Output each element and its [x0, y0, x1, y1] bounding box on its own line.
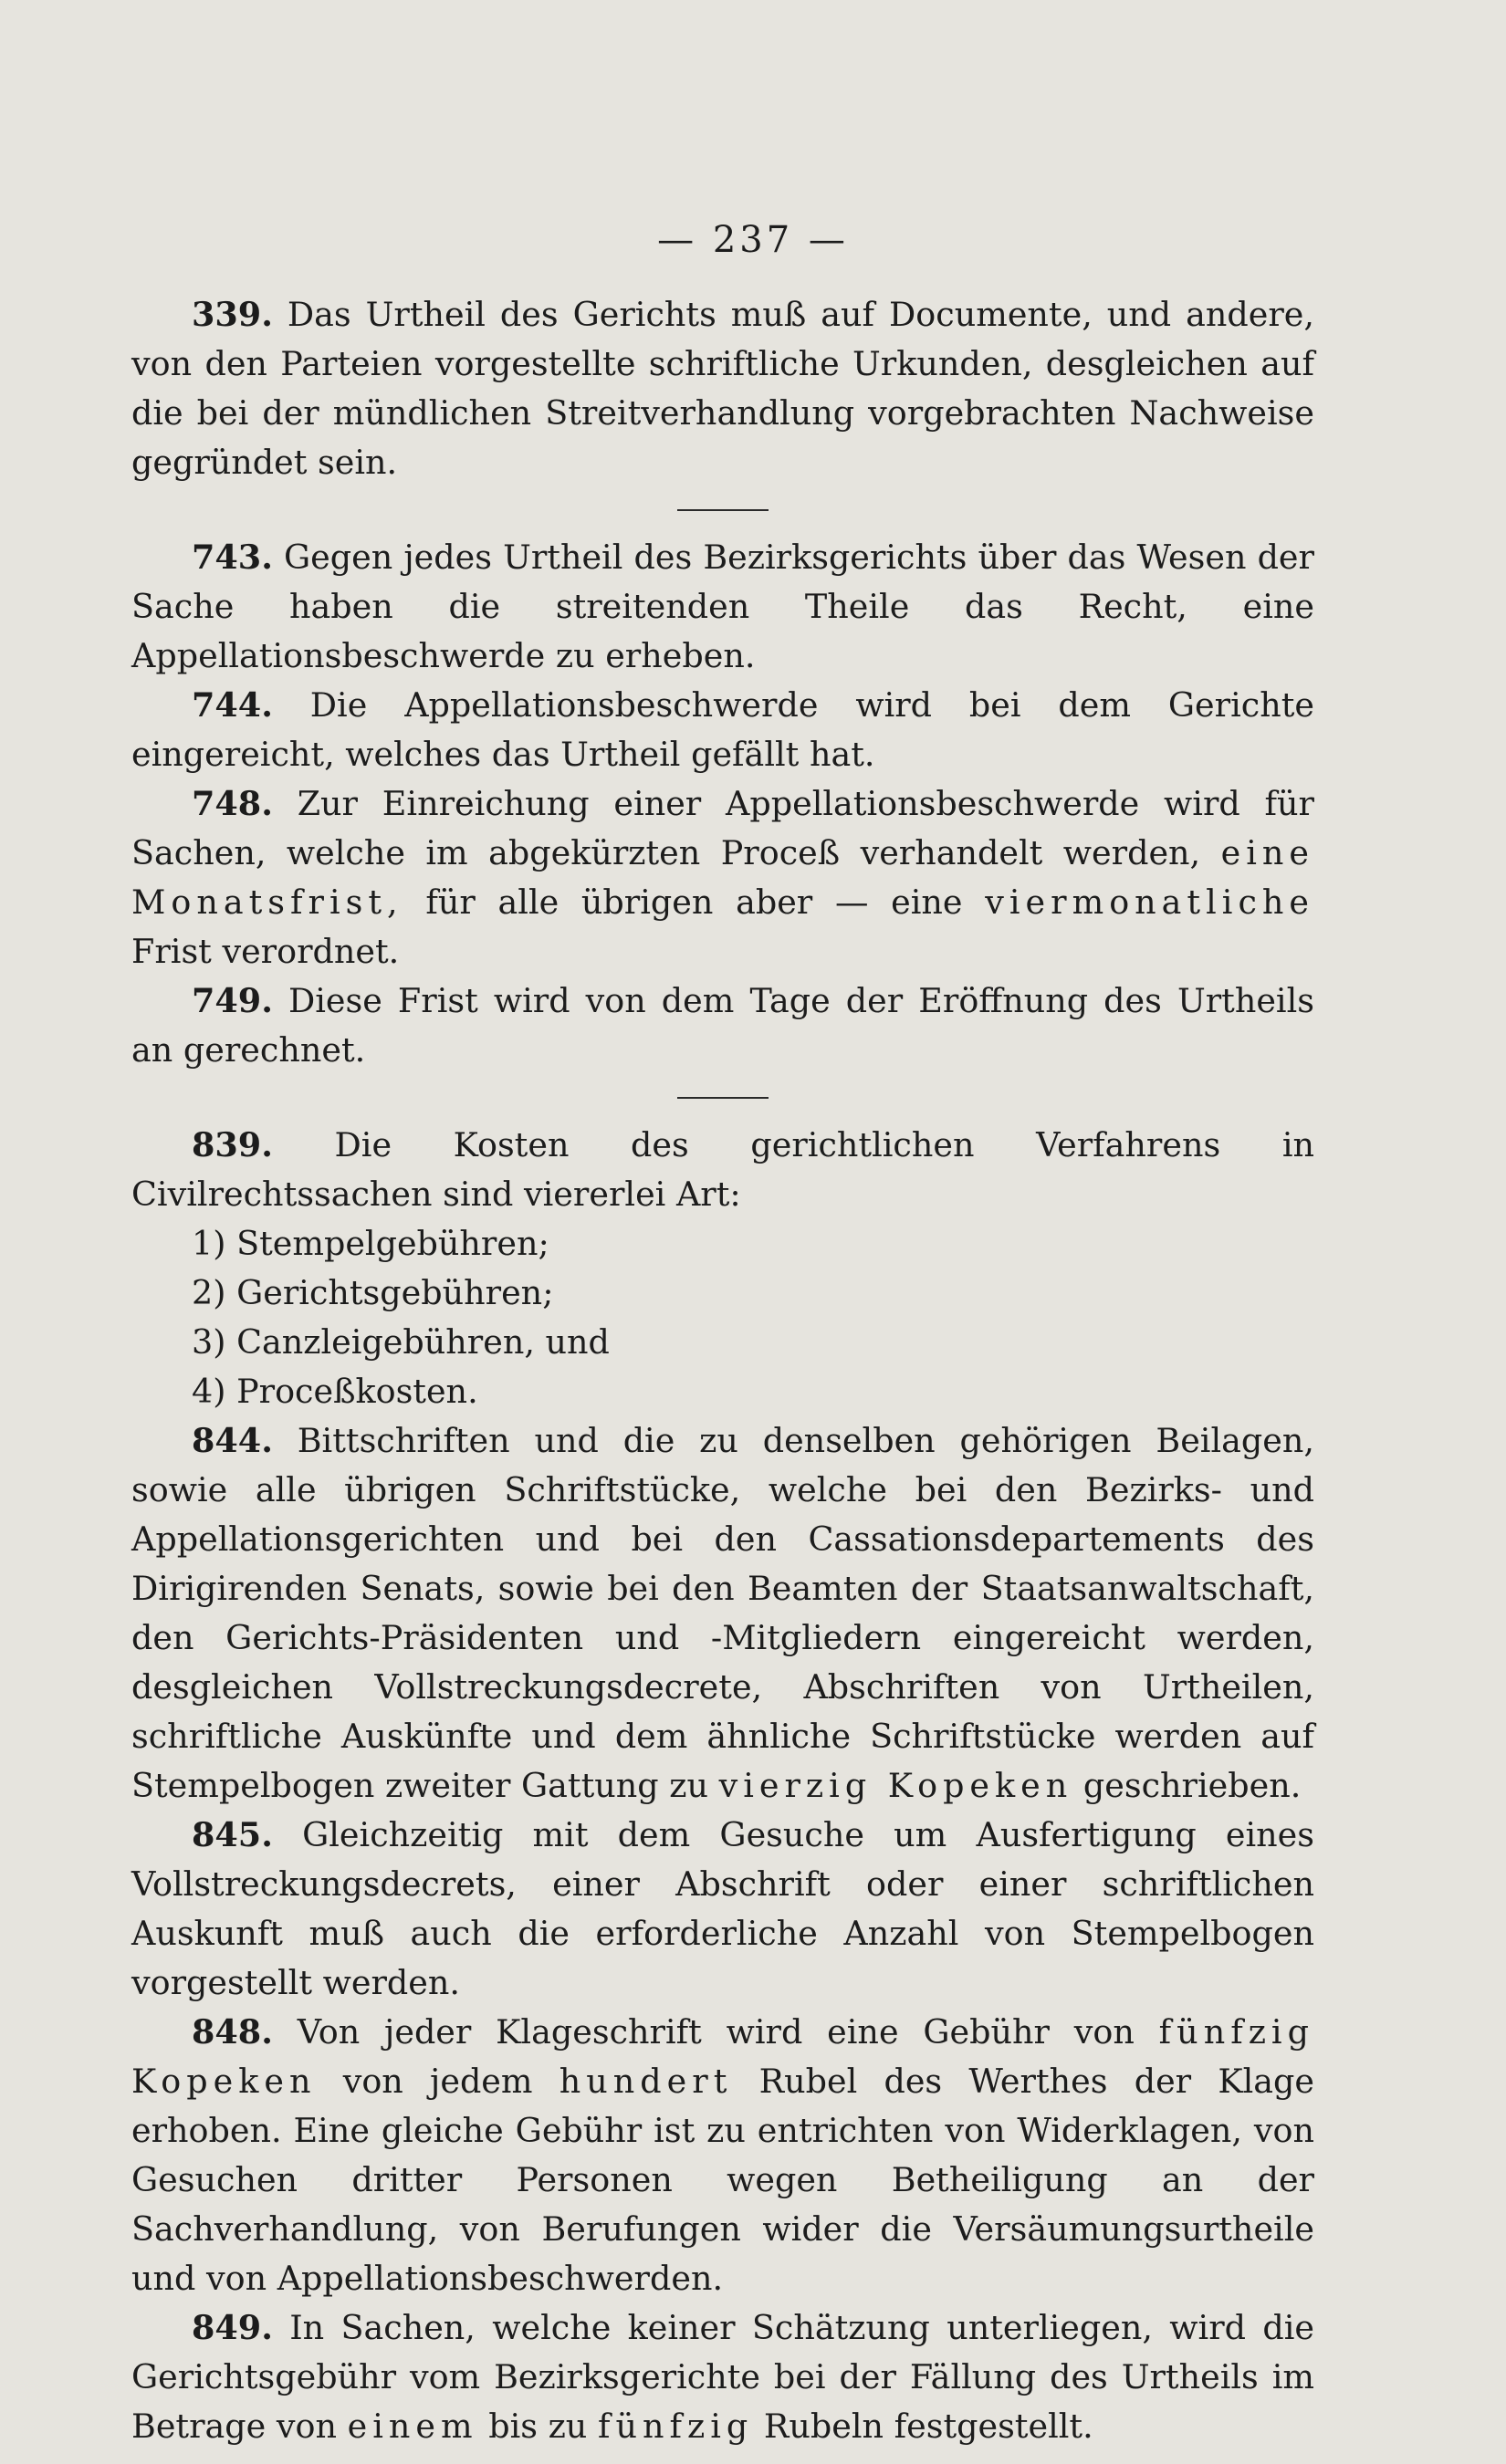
section-divider — [677, 1097, 769, 1099]
paragraph-number: 743. — [192, 538, 273, 577]
paragraph-text: In Sachen, welche keiner Schätzung unterliegen, wird die Gerichtsgebühr vom Bezirksgerichte bei der Fällung des Urtheils im Betrage von — [131, 2308, 1314, 2446]
spaced-emphasis: fünfzig — [597, 2407, 754, 2446]
paragraph-848 — [131, 2008, 1314, 2303]
document-body — [131, 290, 1314, 2451]
paragraph-number: 748. — [192, 784, 273, 823]
paragraph-number: 844. — [192, 1421, 273, 1460]
paragraph-text: Die Kosten des gerichtlichen Verfahrens in Civilrechtssachen sind viererlei Art: — [131, 1125, 1314, 1214]
paragraph-text: Von jeder Klageschrift wird eine Gebühr von — [297, 2012, 1135, 2052]
paragraph-number: 744. — [192, 685, 273, 725]
list-item: 2) Gerichtsgebühren; — [192, 1273, 554, 1312]
paragraph-number: 848. — [192, 2012, 273, 2052]
spaced-emphasis: eine Monatsfrist, — [131, 833, 1314, 922]
paragraph-text: Das Urtheil des Gerichts muß auf Documente, und andere, von den Parteien vorgestellte schriftliche Urkunden, desgleichen auf die bei der mündlichen Streitverhandlung vorgebrachten Nachweise gegründet sein. — [131, 295, 1315, 482]
paragraph-text: Rubeln festgestellt. — [763, 2407, 1093, 2446]
paragraph-749 — [131, 976, 1314, 1075]
paragraph-text: Diese Frist wird von dem Tage der Eröffnung des Urtheils an gerechnet. — [131, 981, 1315, 1070]
paragraph-text: Gegen jedes Urtheil des Bezirksgerichts über das Wesen der Sache haben die streitenden Theile das Recht, eine Appellationsbeschwerde zu erheben. — [131, 538, 1314, 675]
spaced-emphasis: viermonatliche — [985, 882, 1314, 922]
paragraph-text: Bittschriften und die zu denselben gehörigen Beilagen, sowie alle übrigen Schriftstücke, welche bei den Bezirks- und Appellationsgerichten und bei den Cassationsdepartements des Dirigirenden Senats, sowie bei den Beamten der Staatsanwaltschaft, den Gerichts-Präsidenten und -Mitgliedern eingereicht werden, desgleichen Vollstreckungsdecrete, Abschriften von Urtheilen, schriftliche Auskünfte und dem ähnliche Schriftstücke werden auf Stempelbogen zweiter Gattung zu — [131, 1421, 1314, 1805]
paragraph-845 — [131, 1811, 1314, 2008]
paragraph-text: Zur Einreichung einer Appellationsbeschwerde wird für Sachen, welche im abgekürzten Proceß verhandelt werden, — [131, 784, 1314, 872]
paragraph-number: 839. — [192, 1125, 273, 1164]
paragraph-844 — [131, 1416, 1314, 1811]
paragraph-text: von jedem — [342, 2062, 533, 2101]
list-item: 4) Proceßkosten. — [192, 1372, 478, 1411]
paragraph-text: Die Appellationsbeschwerde wird bei dem Gerichte eingereicht, welches das Urtheil gefällt hat. — [131, 685, 1314, 774]
spaced-emphasis: fünfzig Kopeken — [131, 2012, 1314, 2101]
list-item: 3) Canzleigebühren, und — [192, 1322, 610, 1362]
spaced-emphasis: einem — [347, 2407, 478, 2446]
paragraph-339 — [131, 290, 1314, 487]
paragraph-text: Frist verordnet. — [131, 932, 400, 971]
paragraph-849 — [131, 2303, 1314, 2451]
paragraph-text: Rubel des Werthes der Klage erhoben. Eine gleiche Gebühr ist zu entrichten von Widerklagen, von Gesuchen dritter Personen wegen Betheiligung an der Sachverhandlung, von Berufungen wider die Versäumungsurtheile und von Appellationsbeschwerden. — [131, 2062, 1315, 2298]
paragraph-748 — [131, 779, 1314, 976]
section-divider — [677, 509, 769, 511]
paragraph-text: Gleichzeitig mit dem Gesuche um Ausfertigung eines Vollstreckungsdecrets, einer Abschrift oder einer schriftlichen Auskunft muß auch die erforderliche Anzahl von Stempelbogen vorgestellt werden. — [131, 1815, 1314, 2002]
paragraph-text: bis zu — [488, 2407, 588, 2446]
paragraph-number: 339. — [192, 295, 273, 334]
page-number: — 237 — — [657, 219, 849, 261]
paragraph-number: 849. — [192, 2308, 273, 2347]
list-item: 1) Stempelgebühren; — [192, 1224, 549, 1263]
paragraph-text: für alle übrigen aber — eine — [425, 882, 963, 922]
paragraph-text: geschrieben. — [1082, 1766, 1302, 1805]
paragraph-743 — [131, 533, 1314, 681]
paragraph-744 — [131, 681, 1314, 779]
paragraph-number: 845. — [192, 1815, 273, 1854]
spaced-emphasis: vierzig Kopeken — [718, 1766, 1073, 1805]
paragraph-839 — [131, 1121, 1314, 1219]
paragraph-number: 749. — [192, 981, 273, 1020]
spaced-emphasis: hundert — [559, 2062, 733, 2101]
